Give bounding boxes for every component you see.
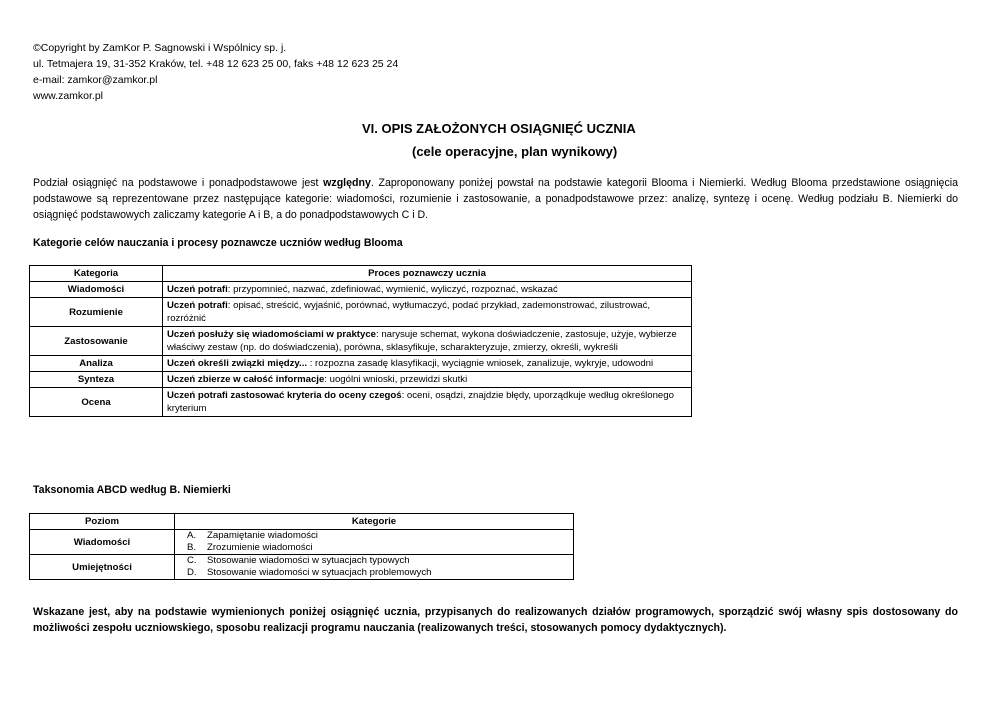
table-row bbox=[30, 327, 692, 356]
item-letter: C. bbox=[187, 555, 197, 566]
column-header-process: Proces poznawczy ucznia bbox=[163, 266, 692, 282]
table-row bbox=[30, 388, 692, 417]
process-lead: Uczeń zbierze w całość informacje bbox=[167, 374, 325, 385]
process-lead: Uczeń potrafi zastosować kryteria do oceny czegoś bbox=[167, 390, 402, 401]
category-cell: Zastosowanie bbox=[30, 327, 163, 356]
abcd-table bbox=[29, 513, 574, 580]
item-letter: B. bbox=[187, 542, 197, 553]
category-cell: Ocena bbox=[30, 388, 163, 417]
process-cell bbox=[163, 356, 692, 372]
process-lead: Uczeń potrafi bbox=[167, 300, 228, 311]
item-letter: D. bbox=[187, 567, 197, 578]
process-cell bbox=[163, 298, 692, 327]
bloom-table bbox=[29, 265, 692, 417]
table-header-row bbox=[30, 266, 692, 282]
category-cell: Synteza bbox=[30, 372, 163, 388]
table-row bbox=[30, 298, 692, 327]
title-line-1: VI. OPIS ZAŁOŻONYCH OSIĄGNIĘĆ UCZNIA bbox=[362, 121, 636, 136]
copyright-block bbox=[33, 40, 398, 104]
process-cell bbox=[163, 282, 692, 298]
process-lead: Uczeń potrafi bbox=[167, 284, 228, 295]
process-text: : narysuje schemat, wykona doświadczenie, zastosuje, użyje, wybierze właściwy zestaw (np. do doświadczenia), porówna, sklasyfikuje, scharakteryzuje, zmierzy, określi, wykreśli bbox=[167, 329, 677, 353]
address-line: ul. Tetmajera 19, 31-352 Kraków, tel. +48 12 623 25 00, faks +48 12 623 25 24 bbox=[33, 58, 399, 70]
table-header-row bbox=[30, 514, 574, 530]
item-text: Zapamiętanie wiadomości bbox=[207, 530, 318, 541]
copyright-line: ©Copyright by ZamKor P. Sagnowski i Wspólnicy sp. j. bbox=[33, 42, 287, 54]
level-cell: Umiejętności bbox=[30, 555, 175, 580]
item-text: Stosowanie wiadomości w sytuacjach typowych bbox=[207, 555, 410, 566]
closing-paragraph: Wskazane jest, aby na podstawie wymienionych poniżej osiągnięć ucznia, przypisanych do realizowanych działów programowych, sporządzić swój własny spis dostosowany do możliwości zespołu uczniowskiego, sposobu realizacji programu nauczania (realizowanych treści, stosowanych pomocy dydaktycznych). bbox=[33, 606, 958, 634]
process-cell bbox=[163, 388, 692, 417]
process-text: : uogólni wnioski, przewidzi skutki bbox=[324, 374, 468, 385]
process-lead: Uczeń posłuży się wiadomościami w praktyce bbox=[167, 329, 377, 340]
process-text: : rozpozna zasadę klasyfikacji, wyciągnie wniosek, zanalizuje, wykryje, udowodni bbox=[307, 358, 654, 369]
list-item bbox=[179, 542, 569, 554]
process-cell bbox=[163, 372, 692, 388]
column-header-categories: Kategorie bbox=[175, 514, 574, 530]
item-text: Stosowanie wiadomości w sytuacjach problemowych bbox=[207, 567, 432, 578]
intro-emphasis: względny bbox=[323, 177, 371, 189]
website-line: www.zamkor.pl bbox=[33, 90, 104, 102]
abcd-heading: Taksonomia ABCD według B. Niemierki bbox=[33, 484, 231, 496]
item-letter: A. bbox=[187, 530, 197, 541]
table-row bbox=[30, 282, 692, 298]
intro-paragraph bbox=[33, 175, 958, 223]
process-lead: Uczeń określi związki między... bbox=[167, 358, 308, 369]
category-cell: Wiadomości bbox=[30, 282, 163, 298]
list-item bbox=[179, 530, 569, 542]
category-cell: Rozumienie bbox=[30, 298, 163, 327]
table-row bbox=[30, 372, 692, 388]
email-line: e-mail: zamkor@zamkor.pl bbox=[33, 74, 158, 86]
categories-cell bbox=[175, 530, 574, 555]
list-item bbox=[179, 555, 569, 567]
intro-text-2: . Zaproponowany poniżej powstał na podstawie kategorii Blooma i Niemierki. Według Blooma przedstawione osiągnięcia podstawowe są reprezentowane przez następujące kategorie: wiadomości, rozumienie i zastosowanie, a ponadpodstawowe przez: analizę, syntezę i ocenę. Według podziału B. Niemierki do osiągnięć podstawowych zaliczamy kategorie A i B, a do ponadpodstawowych C i D. bbox=[33, 177, 958, 221]
title-line-2: (cele operacyjne, plan wynikowy) bbox=[412, 144, 618, 159]
process-text: : oceni, osądzi, znajdzie błędy, uporządkuje według określonego kryterium bbox=[167, 390, 674, 414]
category-cell: Analiza bbox=[30, 356, 163, 372]
item-text: Zrozumienie wiadomości bbox=[207, 542, 313, 553]
table-row bbox=[30, 555, 574, 580]
column-header-level: Poziom bbox=[30, 514, 175, 530]
categories-cell bbox=[175, 555, 574, 580]
table-row bbox=[30, 530, 574, 555]
column-header-category: Kategoria bbox=[30, 266, 163, 282]
bloom-heading: Kategorie celów nauczania i procesy poznawcze uczniów według Blooma bbox=[33, 237, 403, 249]
list-item bbox=[179, 567, 569, 579]
level-cell: Wiadomości bbox=[30, 530, 175, 555]
process-cell bbox=[163, 327, 692, 356]
table-row bbox=[30, 356, 692, 372]
intro-text-1: Podział osiągnięć na podstawowe i ponadpodstawowe jest bbox=[33, 177, 324, 189]
process-text: : opisać, streścić, wyjaśnić, porównać, wytłumaczyć, podać przykład, zademonstrować, zilustrować, rozróżnić bbox=[167, 300, 651, 324]
process-text: : przypomnieć, nazwać, zdefiniować, wymienić, wyliczyć, rozpoznać, wskazać bbox=[227, 284, 558, 295]
